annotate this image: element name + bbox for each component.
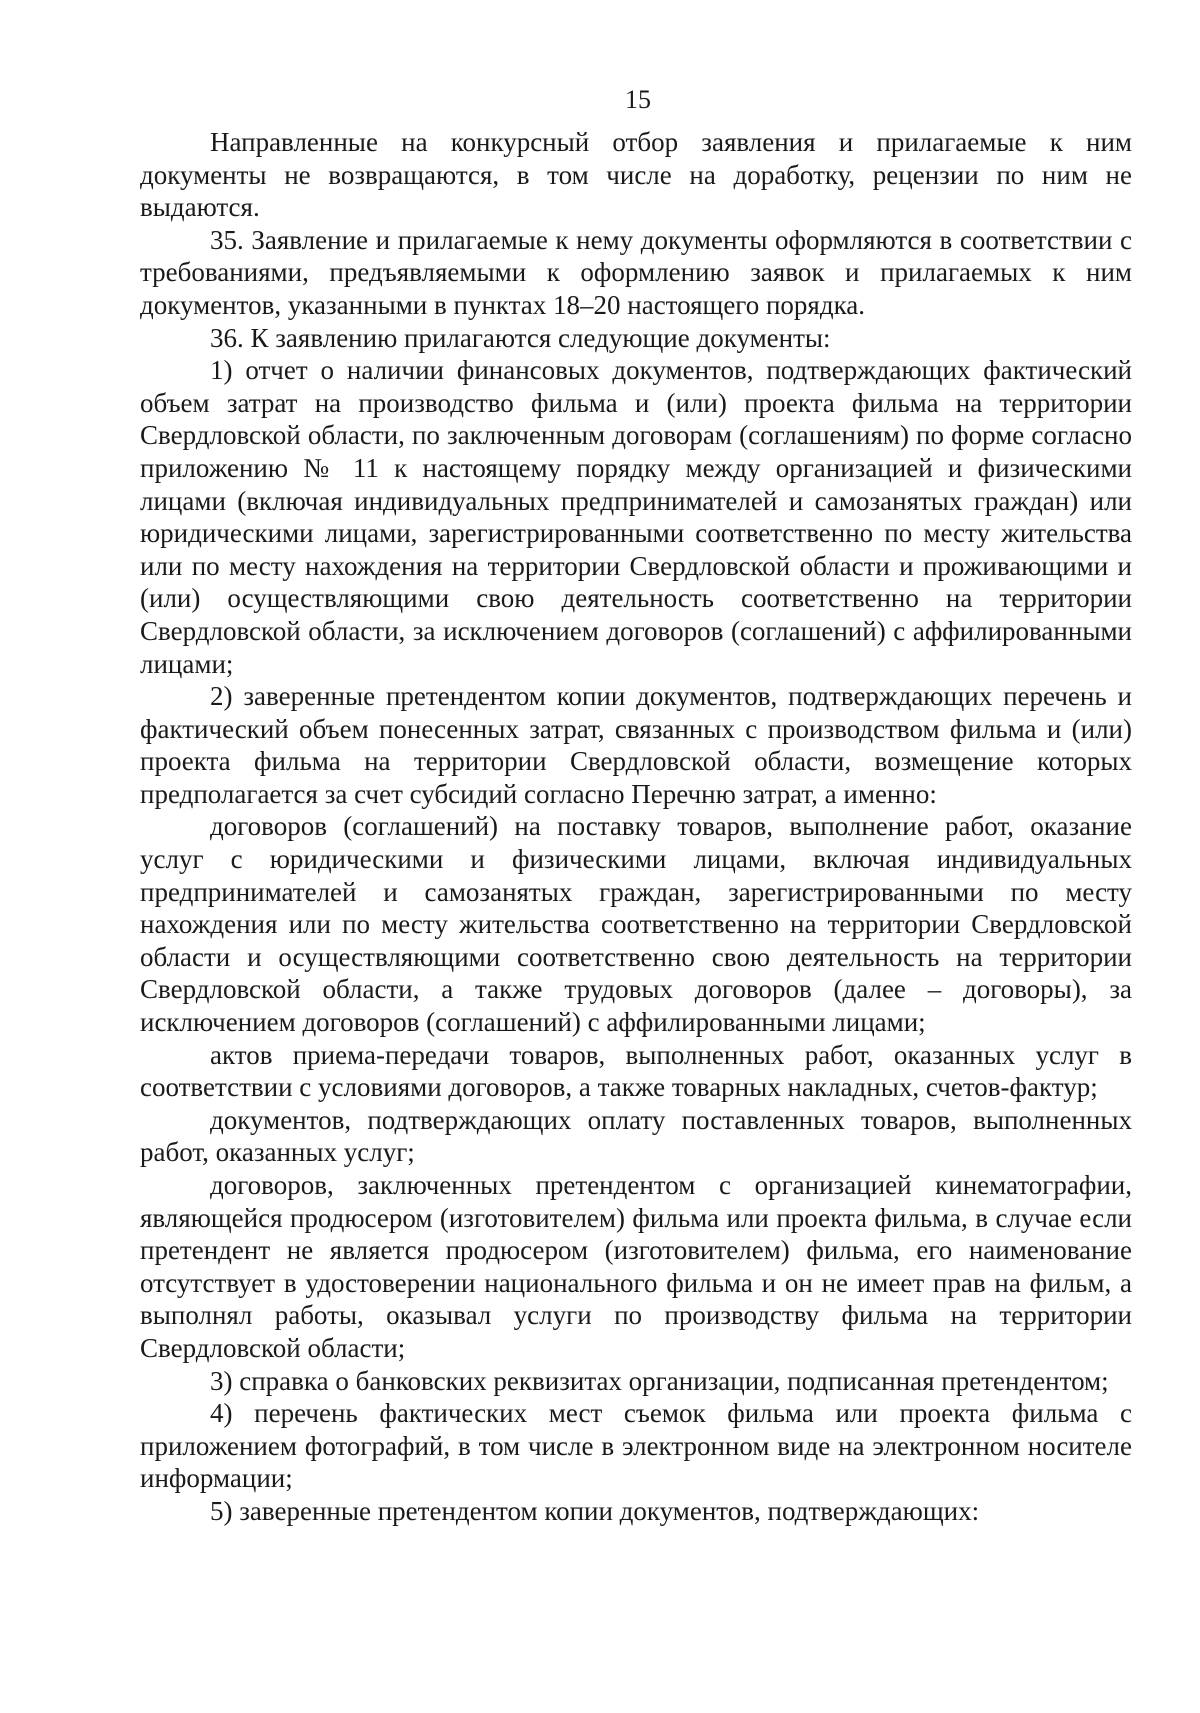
list-item-4: 4) перечень фактических мест съемок фильма или проекта фильма с приложением фотографий, в том числе в электронном виде на электронном носителе информации; (140, 1398, 1132, 1494)
list-item-3: 3) справка о банковских реквизитах организации, подписанная претендентом; (210, 1365, 1109, 1396)
paragraph-35: 35. Заявление и прилагаемые к нему документы оформляются в соответствии с требованиями, предъявляемыми к оформлению заявок и прилагаемых к ним документов, указанными в пунктах 18–20 настоящего порядка. (140, 224, 1132, 320)
paragraph-36: 36. К заявлению прилагаются следующие документы: (210, 322, 831, 353)
sub-item-contracts: договоров (соглашений) на поставку товаров, выполнение работ, оказание услуг с юридическими и физическими лицами, включая индивидуальных предпринимателей и самозанятых граждан, зарегистрированными по месту нахождения или по месту жительства соответственно на территории Свердловской области и осуществляющими соответственно свою деятельность на территории Свердловской области, а также трудовых договоров (далее – договоры), за исключением договоров (соглашений) с аффилированными лицами; (140, 811, 1132, 1038)
paragraph-documents-not-returned: Направленные на конкурсный отбор заявления и прилагаемые к ним документы не возвращаются, в том числе на доработку, рецензии по ним не выдаются. (140, 127, 1132, 223)
list-item-1: 1) отчет о наличии финансовых документов, подтверждающих фактический объем затрат на производство фильма и (или) проекта фильма на территории Свердловской области, по заключенным договорам (соглашениям) по форме согласно приложению № 11 к настоящему порядку между организацией и физическими лицами (включая индивидуальных предпринимателей и самозанятых граждан) или юридическими лицами, зарегистрированными соответственно по месту жительства или по месту нахождения на территории Свердловской области и проживающими и (или) осуществляющими свою деятельность соответственно на территории Свердловской области, за исключением договоров (соглашений) с аффилированными лицами; (140, 355, 1132, 679)
document-body (140, 126, 1132, 1528)
sub-item-producer-contracts: договоров, заключенных претендентом с организацией кинематографии, являющейся продюсером (изготовителем) фильма или проекта фильма, в случае если претендент не является продюсером (изготовителем) фильма, его наименование отсутствует в удостоверении национального фильма и он не имеет прав на фильм, а выполнял работы, оказывал услуги по производству фильма на территории Свердловской области; (140, 1170, 1132, 1363)
list-item-5: 5) заверенные претендентом копии документов, подтверждающих: (210, 1495, 980, 1526)
page-number: 15 (625, 85, 651, 114)
list-item-2: 2) заверенные претендентом копии документов, подтверждающих перечень и фактический объем понесенных затрат, связанных с производством фильма и (или) проекта фильма на территории Свердловской области, возмещение которых предполагается за счет субсидий согласно Перечню затрат, а именно: (140, 681, 1132, 809)
sub-item-payment-documents: документов, подтверждающих оплату поставленных товаров, выполненных работ, оказанных услуг; (140, 1104, 1132, 1168)
sub-item-acts: актов приема-передачи товаров, выполненных работ, оказанных услуг в соответствии с условиями договоров, а также товарных накладных, счетов-фактур; (140, 1039, 1132, 1103)
